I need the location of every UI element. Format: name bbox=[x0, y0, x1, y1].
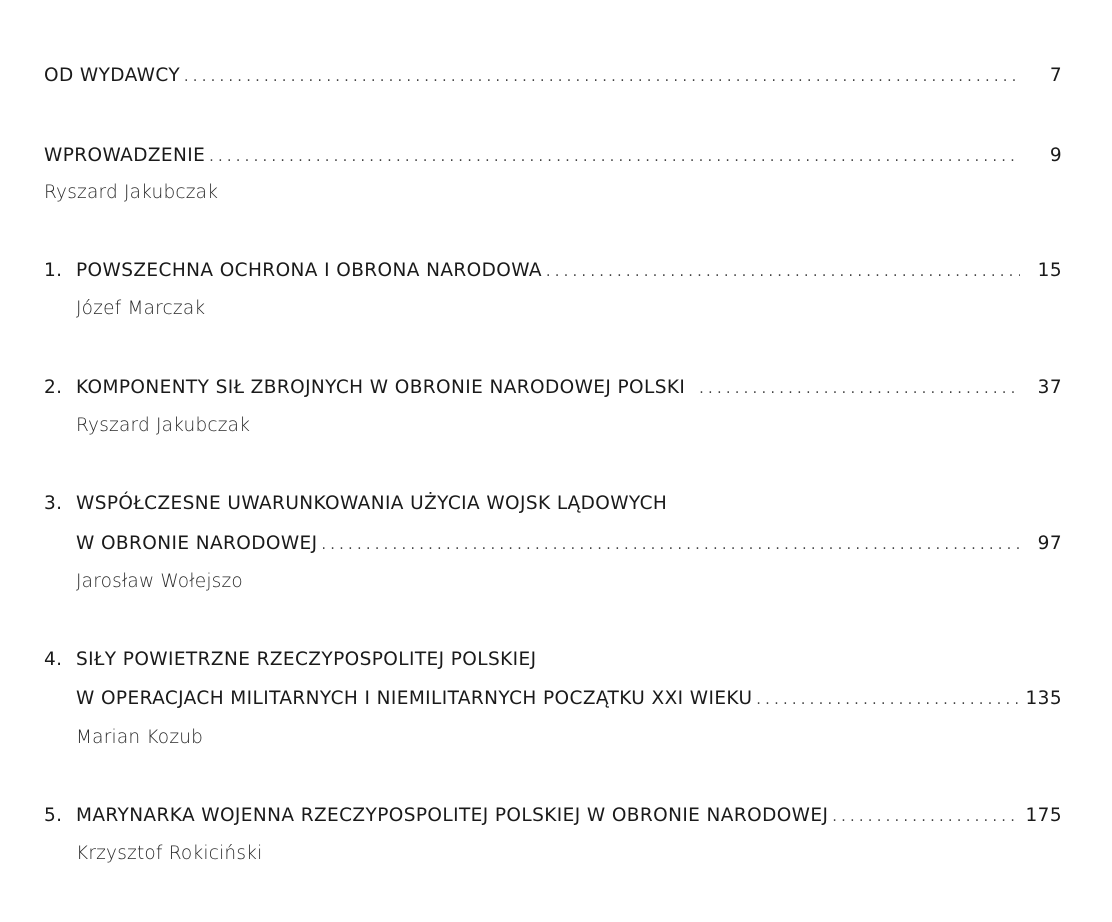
chapter-number: 3. bbox=[44, 493, 63, 514]
toc-entry-chapter-4-line-2[interactable] bbox=[76, 686, 1062, 712]
toc-entry-author: Jarosław Wołejszo bbox=[76, 571, 243, 592]
dot-leader bbox=[321, 532, 1020, 558]
toc-entry-page: 9 bbox=[1049, 145, 1062, 166]
toc-entry-chapter-3-line-1[interactable] bbox=[44, 491, 1062, 517]
toc-entry-title-continued: W OBRONIE NARODOWEJ bbox=[76, 533, 318, 554]
toc-entry-title: WPROWADZENIE bbox=[44, 145, 206, 166]
dot-leader bbox=[756, 687, 1020, 713]
toc-entry-page: 15 bbox=[1037, 260, 1062, 281]
toc-entry-chapter-2[interactable] bbox=[44, 375, 1062, 401]
toc-entry-title-continued: W OPERACJACH MILITARNYCH I NIEMILITARNYCH POCZĄTKU XXI WIEKU bbox=[76, 688, 753, 709]
toc-entry-page: 37 bbox=[1037, 377, 1062, 398]
chapter-number: 2. bbox=[44, 377, 63, 398]
toc-entry-od-wydawcy[interactable] bbox=[44, 63, 1062, 89]
toc-entry-title: SIŁY POWIETRZNE RZECZYPOSPOLITEJ POLSKIEJ bbox=[76, 649, 537, 670]
dot-leader bbox=[546, 259, 1020, 285]
toc-entry-chapter-1[interactable] bbox=[44, 258, 1062, 284]
chapter-number: 4. bbox=[44, 649, 63, 670]
toc-entry-page: 175 bbox=[1025, 805, 1062, 826]
dot-leader bbox=[832, 804, 1020, 830]
toc-entry-wprowadzenie[interactable] bbox=[44, 143, 1062, 169]
toc-entry-author: Józef Marczak bbox=[76, 298, 206, 319]
toc-entry-title: WSPÓŁCZESNE UWARUNKOWANIA UŻYCIA WOJSK LĄDOWYCH bbox=[76, 493, 668, 514]
toc-entry-page: 135 bbox=[1025, 688, 1062, 709]
toc-entry-author: Marian Kozub bbox=[76, 727, 204, 748]
toc-entry-title: POWSZECHNA OCHRONA I OBRONA NARODOWA bbox=[76, 260, 542, 281]
dot-leader bbox=[184, 64, 1020, 90]
toc-entry-author: Ryszard Jakubczak bbox=[44, 182, 219, 203]
toc-entry-page: 97 bbox=[1037, 533, 1062, 554]
toc-entry-chapter-5[interactable] bbox=[44, 803, 1062, 829]
toc-entry-title: OD WYDAWCY bbox=[44, 65, 181, 86]
toc-entry-chapter-3-line-2[interactable] bbox=[76, 531, 1062, 557]
dot-leader bbox=[209, 144, 1020, 170]
toc-entry-title: MARYNARKA WOJENNA RZECZYPOSPOLITEJ POLSKIEJ W OBRONIE NARODOWEJ bbox=[76, 805, 829, 826]
toc-entry-chapter-4-line-1[interactable] bbox=[44, 647, 1062, 673]
toc-entry-author: Krzysztof Rokiciński bbox=[76, 843, 263, 864]
toc-entry-author: Ryszard Jakubczak bbox=[76, 415, 251, 436]
toc-entry-page: 7 bbox=[1049, 65, 1062, 86]
chapter-number: 1. bbox=[44, 260, 63, 281]
toc-entry-title: KOMPONENTY SIŁ ZBROJNYCH W OBRONIE NARODOWEJ POLSKI bbox=[76, 377, 686, 398]
dot-leader bbox=[689, 376, 1020, 402]
chapter-number: 5. bbox=[44, 805, 63, 826]
